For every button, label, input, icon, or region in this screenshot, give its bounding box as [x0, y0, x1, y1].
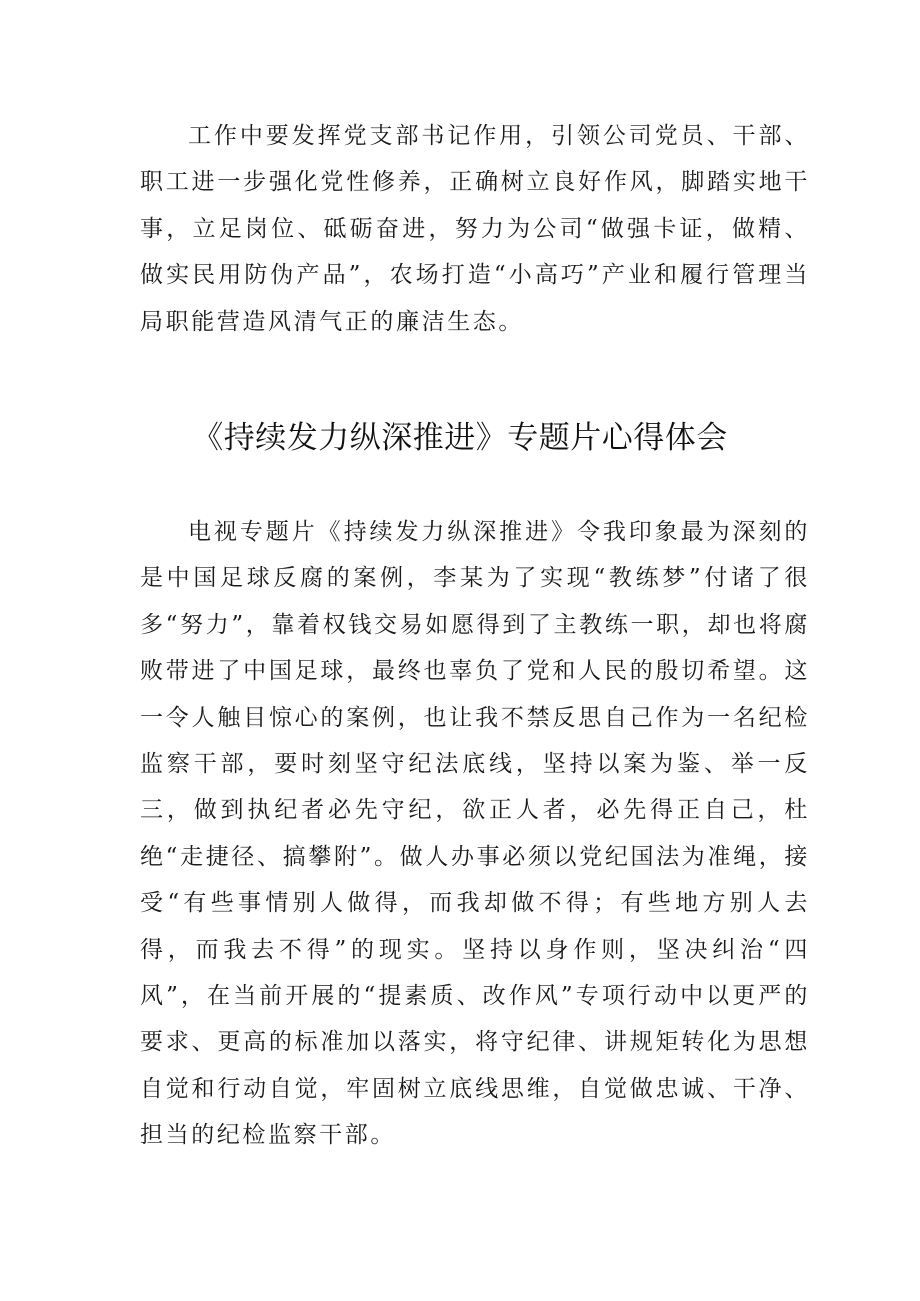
body-paragraph: 电视专题片《持续发力纵深推进》令我印象最为深刻的是中国足球反腐的案例，李某为了实现“教练梦”付诸了很多“努力”，靠着权钱交易如愿得到了主教练一职，却也将腐败带进了中国足球，最终也辜负了党和人民的殷切希望。这一令人触目惊心的案例，也让我不禁反思自己作为一名纪检监察干部，要时刻坚守纪法底线，坚持以案为鉴、举一反三，做到执纪者必先守纪，欲正人者，必先得正自己，杜绝“走捷径、搞攀附”。做人办事必须以党纪国法为准绳，接受“有些事情别人做得，而我却做不得；有些地方别人去得，而我去不得”的现实。坚持以身作则，坚决纠治“四风”，在当前开展的“提素质、改作风”专项行动中以更严的要求、更高的标准加以落实，将守纪律、讲规矩转化为思想自觉和行动自觉，牢固树立底线思维，自觉做忠诚、干净、担当的纪检监察干部。: [140, 519, 810, 1149]
intro-paragraph: 工作中要发挥党支部书记作用，引领公司党员、干部、职工进一步强化党性修养，正确树立良好作风，脚踏实地干事，立足岗位、砥砺奋进，努力为公司“做强卡证，做精、做实民用防伪产品”，农场打造“小高巧”产业和履行管理当局职能营造风清气正的廉洁生态。: [140, 123, 810, 335]
essay-title: 《持续发力纵深推进》专题片心得体会: [192, 420, 728, 456]
